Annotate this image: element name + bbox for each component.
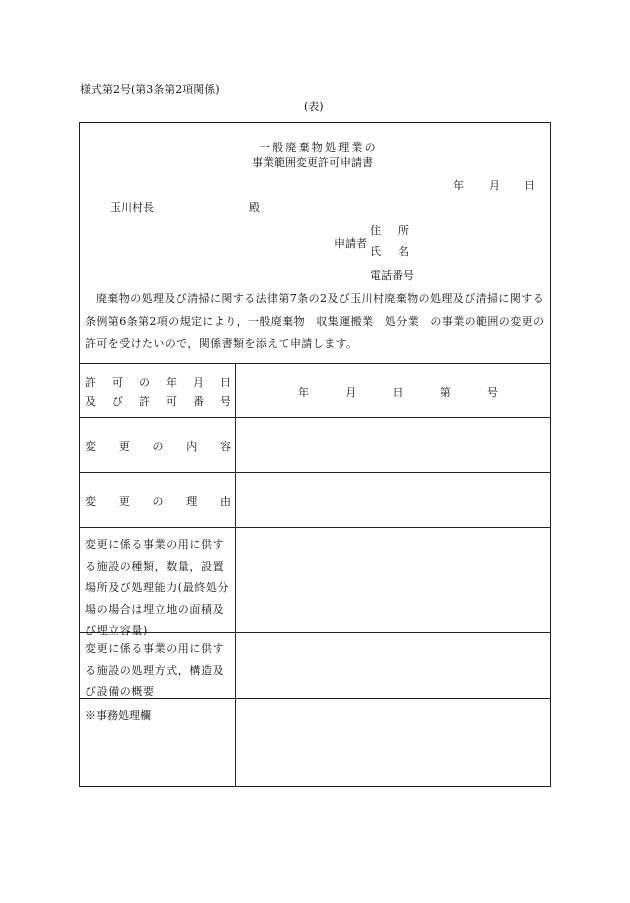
label-char: 許 [139,395,150,408]
facility-method-label: 変更に係る事業の用に供する施設の処理方式，構造及び設備の概要 [85,642,225,698]
permit-year-label: 年 [298,386,309,399]
label-char: 許 [85,376,96,389]
label-char: の [139,376,150,389]
permit-month-label: 月 [345,386,357,399]
date-day-label: 日 [524,179,535,192]
form-title-line2: 事業範囲変更許可申請書 [252,156,373,169]
application-statement: 廃棄物の処理及び清掃に関する法律第7条の2及び玉川村廃棄物の処理及び清掃に関する条例第6条第2項の規定により，一般廃棄物 収集運搬業 処分業 の事業の範囲の変更の許可を受けたいので，関係書類を添えて申請します。 [85,292,545,350]
label-char: 可 [112,376,123,389]
table-divider [79,527,551,528]
label-char: 号 [220,395,231,408]
label-char: の [152,495,164,508]
permit-number-suffix: 号 [487,386,498,399]
label-char: 可 [166,395,177,408]
permit-number-label-line2 [85,393,231,409]
front-side-marker: (表) [304,100,324,113]
label-char: 更 [118,440,130,453]
applicant-name-label: 氏名 [370,245,426,258]
date-month-label: 月 [489,179,500,192]
label-char: 更 [118,495,130,508]
addressee-honorific: 殿 [249,201,260,214]
label-char: び [112,395,123,408]
label-char: 及 [85,395,96,408]
table-divider [79,472,551,473]
office-use-label: ※事務処理欄 [85,709,151,722]
label-char: の [152,440,164,453]
form-title-line1: 一般廃棄物処理業の [259,141,378,154]
label-char: 番 [193,395,204,408]
change-reason-label [85,493,231,509]
permit-date-label-line1 [85,374,231,390]
table-divider [79,417,551,418]
label-char: 由 [220,495,231,508]
applicant-label: 申請者 [334,237,367,250]
table-divider [79,363,551,364]
label-char: 変 [85,440,96,453]
permit-day-label: 日 [392,386,404,399]
applicant-address-label: 住所 [370,224,426,237]
change-content-label [85,438,231,454]
label-char: 容 [220,440,231,453]
label-char: 内 [186,440,198,453]
applicant-phone-label: 電話番号 [370,269,414,282]
label-char: 変 [85,495,96,508]
facilities-label: 変更に係る事業の用に供する施設の種類，数量，設置場所及び処理能力(最終処分場の場合は埋立地の面積及び埋立容量) [85,538,230,637]
permit-number-prefix: 第 [439,386,451,399]
label-char: 月 [193,376,204,389]
form-number-label: 様式第2号(第3条第2項関係) [80,83,220,96]
label-char: 日 [220,376,231,389]
label-char: 年 [166,376,177,389]
addressee-name: 玉川村長 [110,201,154,214]
label-char: 理 [186,495,198,508]
date-year-label: 年 [453,179,464,192]
table-column-divider [235,363,236,787]
permit-date-number-value [298,384,498,400]
